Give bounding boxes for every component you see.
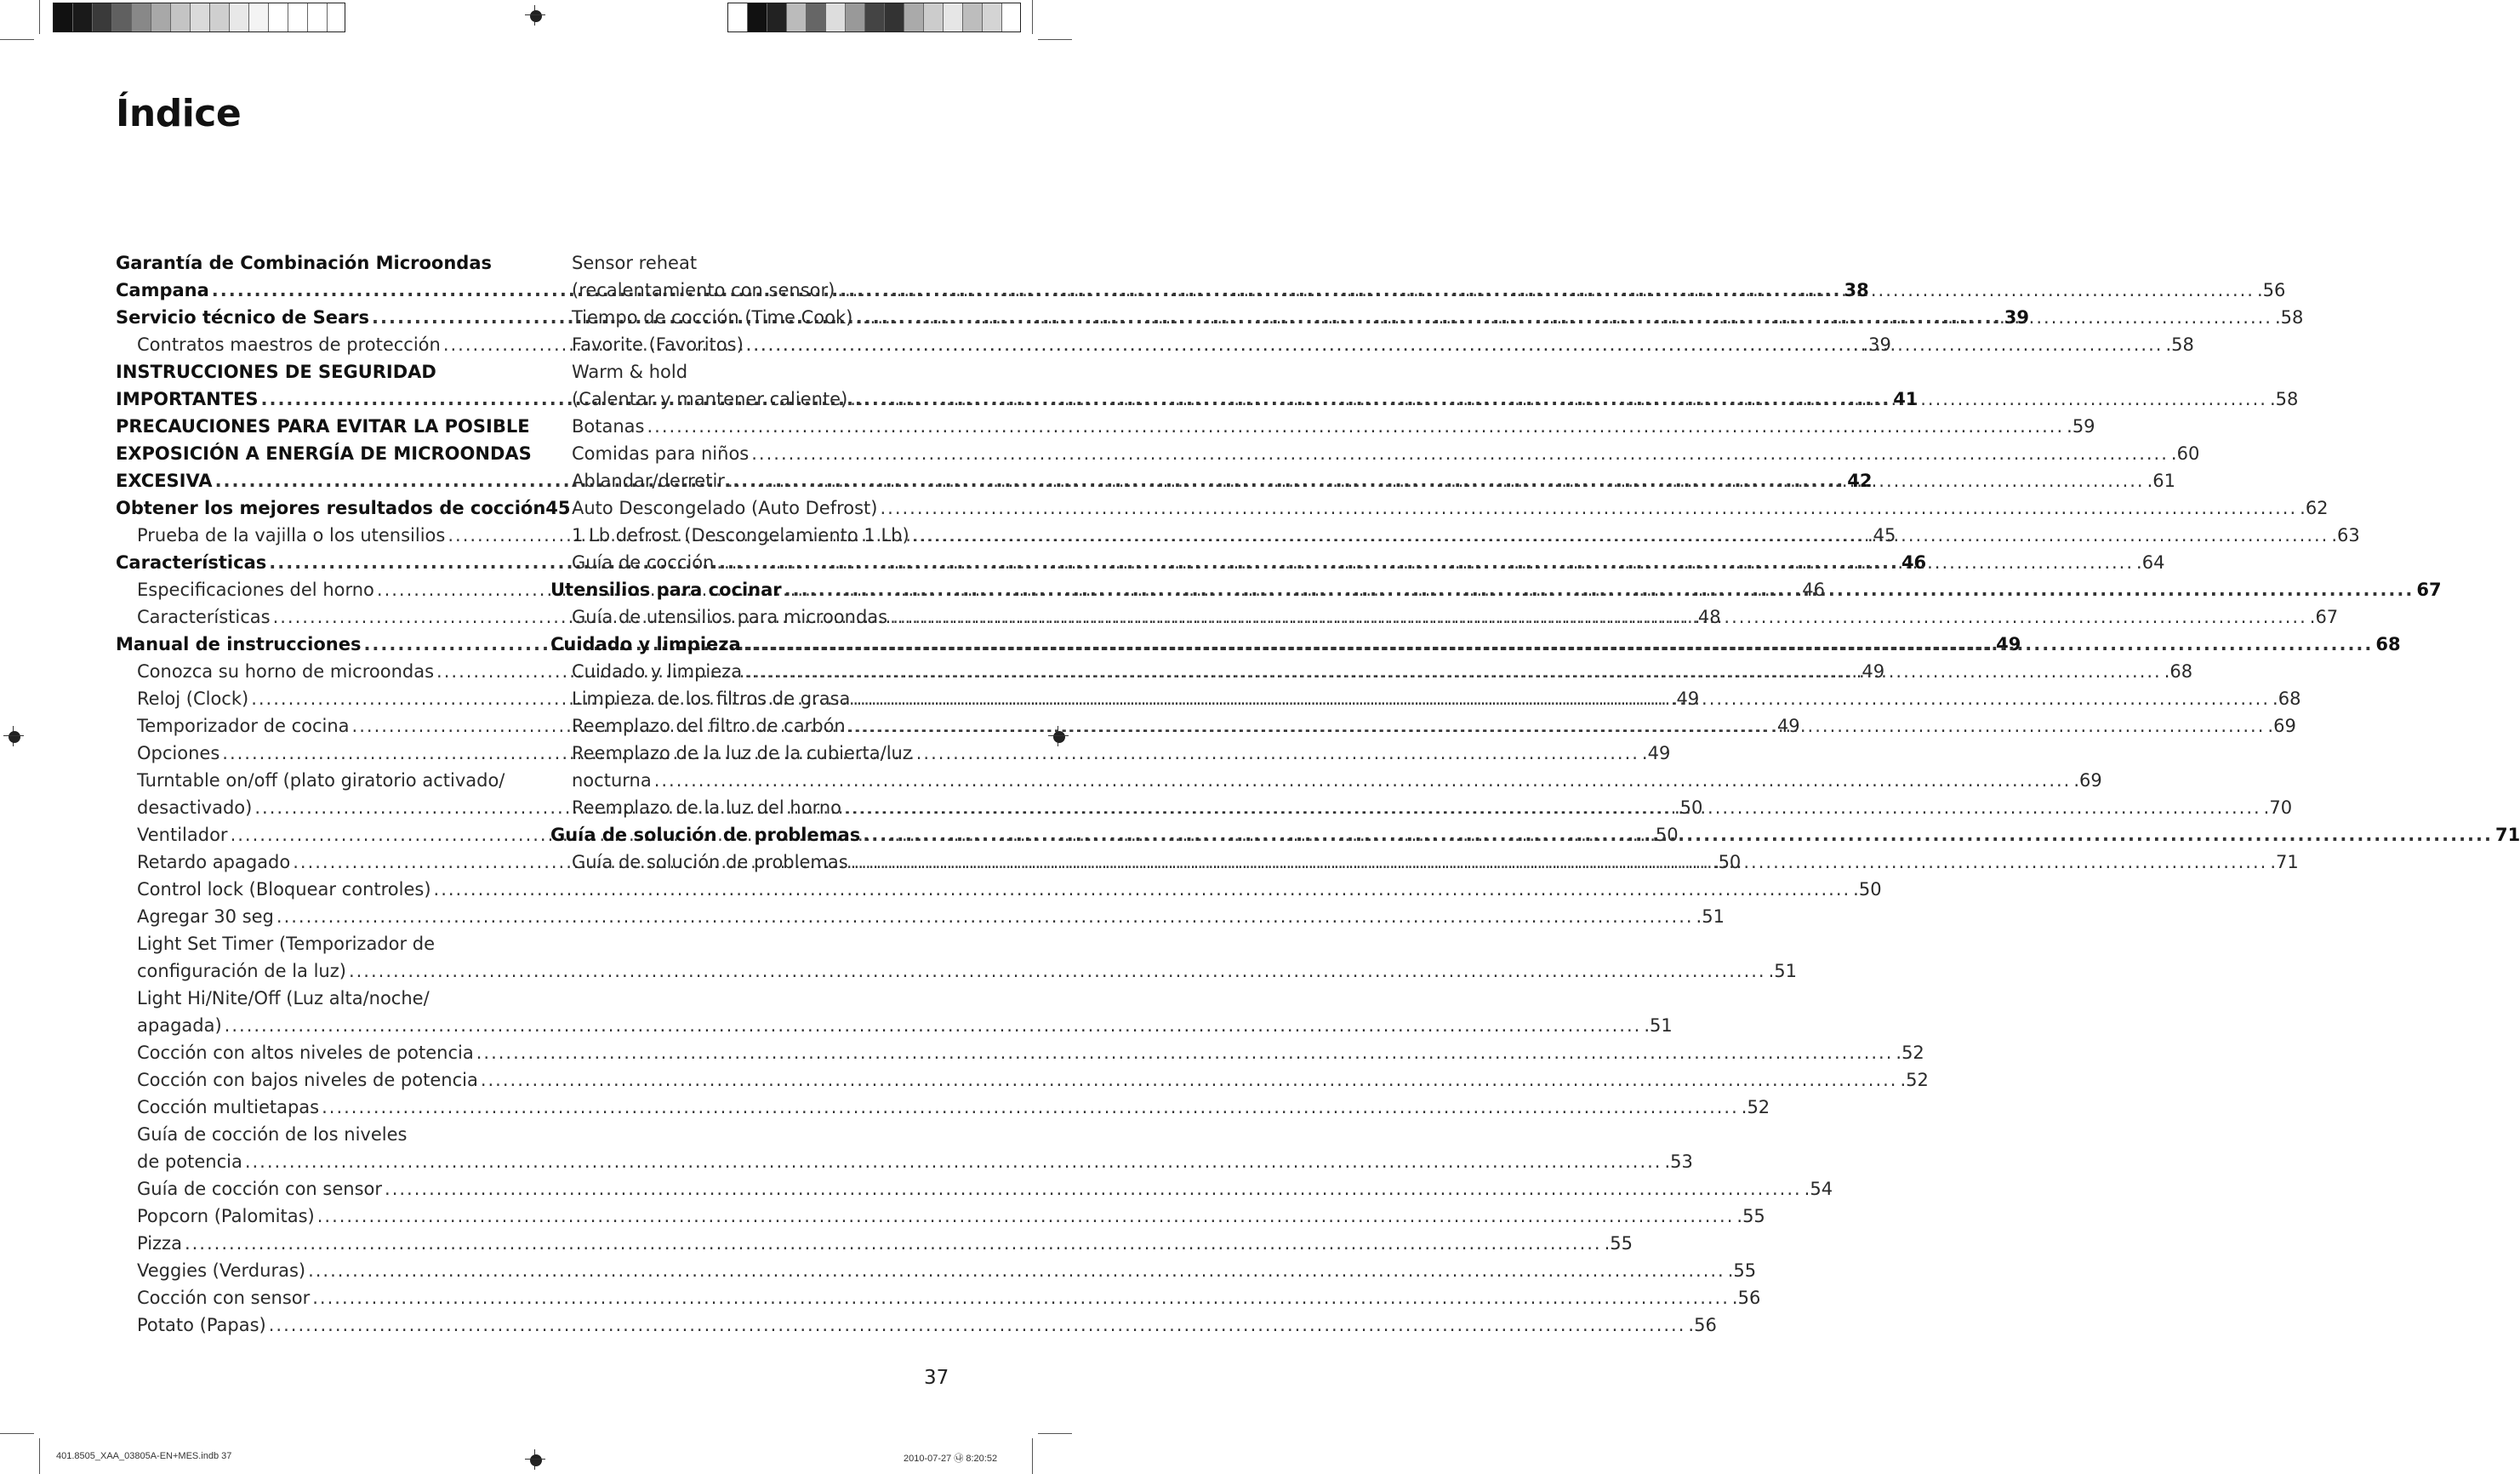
toc-entry-title: Light Set Timer (Temporizador de (137, 934, 436, 954)
toc-entry-title: Pizza (137, 1233, 182, 1254)
registration-mark-icon (525, 5, 545, 26)
toc-entry-page: .49 (1670, 688, 1700, 709)
crop-mark (0, 39, 34, 40)
toc-entry-title: Opciones (137, 743, 220, 763)
toc-entry-page: .52 (1896, 1043, 1924, 1063)
dot-leader (784, 576, 2415, 603)
toc-entry (116, 985, 517, 1012)
toc-entry-title: Cocción con altos niveles de potencia (137, 1043, 474, 1063)
toc-entry-title: Características (137, 607, 271, 627)
toc-entry (550, 740, 952, 767)
toc-entry-page: .55 (1727, 1260, 1757, 1281)
toc-entry-title: desactivado) (137, 797, 253, 818)
toc-entry-page: .56 (1688, 1315, 1717, 1335)
toc-entry-title: Reemplazo de la luz de la cubierta/luz (572, 743, 912, 763)
toc-entry-title: EXCESIVA (116, 471, 213, 491)
dot-leader (481, 1066, 1898, 1094)
toc-entry-title: Cocción multietapas (137, 1097, 320, 1117)
toc-entry-title: apagada) (137, 1015, 222, 1036)
toc-entry-page: .56 (1731, 1288, 1761, 1308)
toc-entry (550, 767, 2102, 794)
toc-entry (116, 1203, 1765, 1230)
toc-entry-title: Guía de cocción de los niveles (137, 1124, 408, 1145)
toc-entry-page: .64 (2136, 552, 2165, 573)
dot-leader (269, 1311, 1686, 1339)
dot-leader (912, 522, 2329, 549)
toc-entry-page: .68 (2164, 661, 2193, 682)
toc-entry-title: Warm & hold (572, 362, 688, 382)
toc-entry-title: Conozca su horno de microondas (137, 661, 435, 682)
dot-leader (837, 277, 2255, 304)
toc-entry-page: .50 (1712, 852, 1742, 872)
dot-leader (245, 1148, 1662, 1175)
toc-entry-title: Guía de utensilios para microondas (572, 607, 888, 627)
toc-entry (550, 249, 952, 277)
dot-leader (863, 821, 2493, 848)
toc-entry-page: 71 (2494, 825, 2520, 845)
toc-entry-title: Guía de solución de problemas (550, 825, 861, 845)
dot-leader (890, 603, 2307, 631)
toc-entry-page: .49 (1771, 716, 1800, 736)
toc-entry-page: 46 (1901, 552, 1927, 573)
toc-entry (116, 413, 530, 440)
toc-entry-page: .59 (2067, 416, 2095, 437)
dot-leader (308, 1257, 1725, 1284)
dot-leader (277, 903, 1694, 930)
toc-entry-title: Popcorn (Palomitas) (137, 1206, 315, 1226)
dot-leader (850, 386, 2267, 413)
toc-entry (550, 494, 2329, 522)
toc-entry-title: Reemplazo del filtro de carbón (572, 716, 846, 736)
dot-leader (727, 467, 2145, 494)
toc-entry (116, 1012, 1673, 1039)
toc-entry (116, 767, 517, 794)
toc-entry (116, 1311, 1717, 1339)
toc-entry-title: Cuidado y limpieza (550, 634, 741, 654)
toc-entry-title: Temporizador de cocina (137, 716, 350, 736)
toc-entry-page: .63 (2331, 525, 2360, 546)
dot-leader (851, 848, 2268, 876)
toc-entry (116, 903, 1725, 930)
toc-entry-page: .58 (2269, 389, 2299, 409)
crop-mark (39, 0, 40, 34)
toc-entry-title: Prueba de la vajilla o los utensilios (137, 525, 446, 546)
toc-entry-title: (Calentar y mantener caliente) (572, 389, 848, 409)
toc-entry-page: .45 (1867, 525, 1896, 546)
toc-entry-title: Cocción con bajos niveles de potencia (137, 1070, 478, 1090)
toc-entry-title: Utensilios para cocinar (550, 580, 782, 600)
toc-entry-page: 41 (1893, 389, 1919, 409)
toc-entry-page: 49 (1996, 634, 2021, 654)
toc-entry-page: .61 (2147, 471, 2175, 491)
dot-leader (349, 957, 1766, 985)
toc-entry-title: Favorite (Favoritos) (572, 334, 744, 355)
toc-entry (550, 358, 952, 386)
toc-entry-title: Contratos maestros de protección (137, 334, 441, 355)
toc-entry (116, 876, 1882, 903)
toc-entry (116, 1257, 1757, 1284)
toc-entry-page: .69 (2073, 770, 2102, 791)
toc-entry-page: .71 (2270, 852, 2299, 872)
toc-entry (116, 1094, 1770, 1121)
crop-mark (0, 1433, 34, 1434)
dot-leader (647, 413, 2064, 440)
toc-entry-title: (recalentamiento con sensor) (572, 280, 835, 300)
toc-entry-page: 67 (2416, 580, 2442, 600)
color-bar-left (53, 3, 345, 32)
toc-entry-page: .53 (1664, 1151, 1693, 1172)
toc-entry-title: Botanas (572, 416, 645, 437)
dot-leader (185, 1230, 1602, 1257)
toc-entry-page: 38 (1844, 280, 1869, 300)
toc-entry-title: Ablandar/derretir (572, 471, 725, 491)
toc-entry-title: INSTRUCCIONES DE SEGURIDAD (116, 362, 436, 382)
toc-entry-page: .49 (1856, 661, 1885, 682)
dot-leader (751, 440, 2169, 467)
toc-entry (116, 494, 571, 522)
toc-entry-title: nocturna (572, 770, 652, 791)
toc-entry-title: Turntable on/off (plato giratorio activado/ (137, 770, 505, 791)
toc-entry-page: .51 (1768, 961, 1798, 981)
toc-entry-title: Comidas para niños (572, 443, 750, 464)
toc-entry-page: .68 (2272, 688, 2301, 709)
toc-entry-title: Veggies (Verduras) (137, 1260, 306, 1281)
dot-leader (744, 658, 2162, 685)
toc-entry-title: Auto Descongelado (Auto Defrost) (572, 498, 878, 518)
toc-entry-page: .62 (2300, 498, 2329, 518)
dot-leader (385, 1175, 1802, 1203)
toc-entry-page: .52 (1741, 1097, 1770, 1117)
dot-leader (746, 331, 2164, 358)
dot-leader (880, 494, 2297, 522)
registration-mark-icon (3, 726, 24, 746)
toc-entry-title: Potato (Papas) (137, 1315, 266, 1335)
toc-entry-title: Guía de cocción (572, 552, 715, 573)
toc-entry-title: Retardo apagado (137, 852, 291, 872)
dot-leader (312, 1284, 1730, 1311)
toc-entry-page: .50 (1650, 825, 1679, 845)
toc-entry-title: Especificaciones del horno (137, 580, 374, 600)
dot-leader (744, 631, 2374, 658)
toc-entry-page: .39 (1862, 334, 1891, 355)
dot-leader (654, 767, 2072, 794)
footer-timestamp: 2010-07-27 ㉯ 8:20:52 (904, 1454, 998, 1464)
toc-entry-title: 1 Lb defrost (Descongelamiento 1 Lb) (572, 525, 909, 546)
toc-entry-title: Limpieza de los filtros de grasa (572, 688, 851, 709)
dot-leader (848, 712, 2266, 740)
toc-entry-title: Light Hi/Nite/Off (Luz alta/noche/ (137, 988, 430, 1008)
toc-entry-page: .51 (1644, 1015, 1673, 1036)
toc-entry-page: .55 (1604, 1233, 1633, 1254)
toc-entry-page: .69 (2267, 716, 2296, 736)
toc-entry-page: .58 (2165, 334, 2194, 355)
dot-leader (855, 304, 2272, 331)
toc-entry-title: Cuidado y limpieza (572, 661, 743, 682)
toc-entry-title: PRECAUCIONES PARA EVITAR LA POSIBLE (116, 416, 530, 437)
dot-leader (852, 685, 2270, 712)
color-bar-right (727, 3, 1021, 32)
toc-entry-page: .51 (1696, 906, 1725, 927)
toc-entry (116, 1148, 1693, 1175)
toc-entry (116, 930, 517, 957)
toc-entry-page: 39 (2004, 307, 2029, 328)
toc-entry-title: Control lock (Bloquear controles) (137, 879, 431, 900)
registration-mark-icon (525, 1449, 545, 1470)
toc-entry (116, 1175, 1833, 1203)
crop-mark (1038, 1433, 1072, 1434)
toc-entry-title: Características (116, 552, 267, 573)
toc-entry-page: .46 (1796, 580, 1825, 600)
toc-entry-title: configuración de la luz) (137, 961, 346, 981)
toc-entry-page: .55 (1736, 1206, 1765, 1226)
dot-leader (225, 1012, 1642, 1039)
toc-entry (116, 1066, 1929, 1094)
toc-entry-title: Reloj (Clock) (137, 688, 249, 709)
toc-entry (116, 957, 1798, 985)
toc-entry-page: .70 (2263, 797, 2293, 818)
toc-entry-page: .56 (2256, 280, 2286, 300)
crop-mark (1032, 0, 1033, 34)
toc-entry-page: .54 (1804, 1179, 1833, 1199)
toc-entry-page: .52 (1900, 1070, 1929, 1090)
toc-entry (116, 1230, 1633, 1257)
toc-entry-page: 42 (1847, 471, 1873, 491)
toc-entry (116, 440, 532, 467)
toc-entry (116, 1039, 1924, 1066)
toc-entry-title: Guía de cocción con sensor (137, 1179, 383, 1199)
toc-entry-title: Tiempo de cocción (Time Cook) (572, 307, 853, 328)
dot-leader (476, 1039, 1894, 1066)
toc-entry-page: .50 (1674, 797, 1703, 818)
toc-entry-title: Sensor reheat (572, 253, 698, 273)
crop-mark (1032, 1438, 1033, 1474)
toc-entry-title: Obtener los mejores resultados de cocción45 (116, 498, 571, 518)
crop-mark (1038, 39, 1072, 40)
toc-entry (116, 1284, 1761, 1311)
toc-entry (116, 249, 517, 277)
page-number: 37 (924, 1367, 949, 1389)
footer-file-info: 401.8505_XAA_03805A-EN+MES.indb 37 (56, 1451, 232, 1461)
toc-entry-title: Manual de instrucciones (116, 634, 362, 654)
toc-entry-title: Cocción con sensor (137, 1288, 311, 1308)
page-title: Índice (116, 92, 242, 135)
toc-entry (116, 1121, 517, 1148)
dot-leader (434, 876, 1851, 903)
toc-entry-title: IMPORTANTES (116, 389, 259, 409)
toc-entry-title: Servicio técnico de Sears (116, 307, 370, 328)
toc-entry-page: .49 (1641, 743, 1671, 763)
dot-leader (844, 794, 2261, 821)
dot-leader (317, 1203, 1735, 1230)
toc-entry-page: .60 (2170, 443, 2200, 464)
toc-entry-title: Agregar 30 seg (137, 906, 274, 927)
toc-entry-page: .48 (1692, 607, 1721, 627)
toc-entry-page: 68 (2375, 634, 2401, 654)
toc-entry-title: Garantía de Combinación Microondas (116, 253, 493, 273)
toc-entry-title: Reemplazo de la luz del horno (572, 797, 842, 818)
crop-mark (39, 1438, 40, 1474)
toc-entry-title: Guía de solución de problemas (572, 852, 848, 872)
toc-entry-title: de potencia (137, 1151, 242, 1172)
toc-entry-page: .58 (2274, 307, 2304, 328)
toc-entry-title: Ventilador (137, 825, 228, 845)
dot-leader (322, 1094, 1739, 1121)
toc-entry-page: .50 (1853, 879, 1882, 900)
dot-leader (716, 549, 2134, 576)
toc-entry (116, 358, 517, 386)
toc-entry-title: Campana (116, 280, 209, 300)
toc-entry-page: .67 (2309, 607, 2339, 627)
toc-entry (550, 440, 2200, 467)
toc-entry (550, 413, 2095, 440)
toc-entry-title: EXPOSICIÓN A ENERGÍA DE MICROONDAS (116, 443, 532, 464)
